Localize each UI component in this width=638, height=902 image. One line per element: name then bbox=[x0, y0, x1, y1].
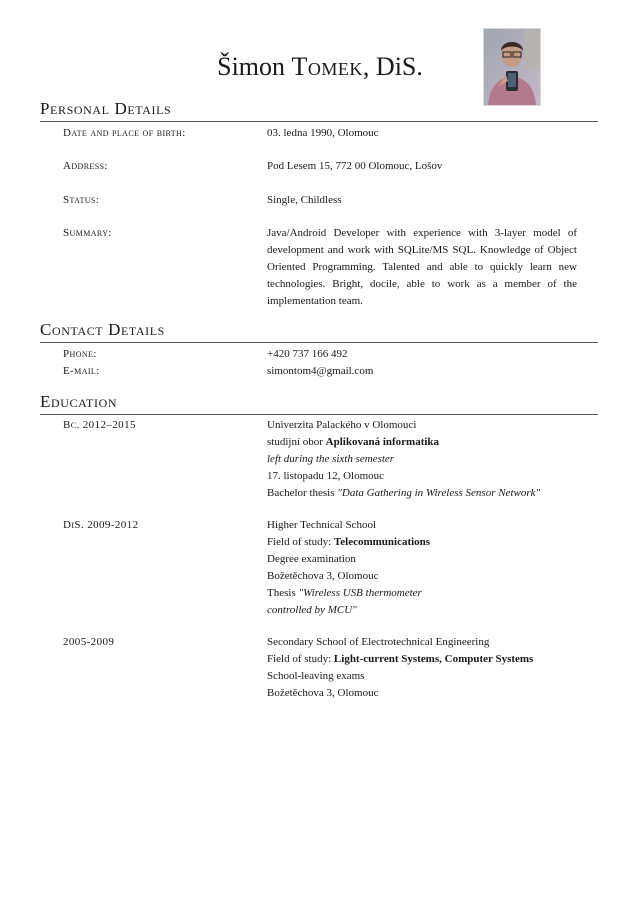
edu-dis-school: Higher Technical School bbox=[267, 519, 376, 531]
value-summary: Java/Android Developer with experience with 3-layer model of development and work with SQLite/MS SQL. Knowledge of Object Oriented Programming. Talented and able to quickly learn new technologies. Bright, docile, able to work as a member of the implementation team. bbox=[267, 227, 577, 307]
value-phone: +420 737 166 492 bbox=[267, 348, 348, 360]
edu-bc-school: Univerzita Palackého v Olomouci bbox=[267, 419, 417, 431]
edu-bc-field-prefix: studijní obor bbox=[267, 436, 326, 448]
label-phone: Phone: bbox=[63, 348, 97, 360]
edu-bc-field-line bbox=[267, 434, 577, 451]
edu-ss-field-line bbox=[267, 651, 577, 668]
edu-bc-address: 17. listopadu 12, Olomouc bbox=[267, 470, 385, 482]
edu-dis-thesis-line-2 bbox=[267, 602, 577, 619]
edu-ss-details bbox=[267, 634, 577, 702]
section-personal-details bbox=[40, 99, 598, 319]
value-birth: 03. ledna 1990, Olomouc bbox=[267, 127, 379, 139]
section-title-contact: Contact Details bbox=[40, 320, 598, 343]
edu-bc-label: Bc. 2012–2015 bbox=[63, 419, 136, 431]
edu-ss-field: Light-current Systems, Computer Systems bbox=[333, 653, 534, 665]
portrait-image bbox=[484, 29, 540, 105]
edu-dis-thesis-line bbox=[267, 585, 577, 602]
edu-bc-thesis: "Data Gathering in Wireless Sensor Network" bbox=[337, 487, 541, 499]
section-education bbox=[40, 392, 598, 712]
edu-entry-dis bbox=[63, 517, 598, 619]
edu-dis-address: Božetěchova 3, Olomouc bbox=[267, 570, 379, 582]
label-summary: Summary: bbox=[63, 227, 112, 239]
edu-entry-bc bbox=[63, 417, 598, 517]
edu-dis-field: Telecommunications bbox=[333, 536, 431, 548]
label-email: E-mail: bbox=[63, 365, 100, 377]
section-contact-details bbox=[40, 320, 598, 390]
edu-dis-thesis-prefix: Thesis bbox=[267, 587, 299, 599]
edu-dis-exam: Degree examination bbox=[267, 553, 356, 565]
edu-bc-note-text: left during the sixth semester bbox=[267, 453, 395, 465]
label-address: Address: bbox=[63, 160, 108, 172]
edu-dis-label: DiS. 2009-2012 bbox=[63, 519, 139, 531]
edu-ss-exam: School-leaving exams bbox=[267, 670, 365, 682]
portrait-photo bbox=[483, 28, 541, 106]
edu-bc-details bbox=[267, 417, 577, 502]
edu-dis-field-prefix: Field of study: bbox=[267, 536, 334, 548]
value-email[interactable]: simontom4@gmail.com bbox=[267, 365, 374, 377]
edu-entry-ss bbox=[63, 634, 598, 704]
section-title-personal: Personal Details bbox=[40, 99, 598, 122]
edu-dis-thesis-1: "Wireless USB thermometer bbox=[298, 587, 422, 599]
edu-bc-note bbox=[267, 451, 577, 468]
edu-dis-details bbox=[267, 517, 577, 619]
edu-bc-field: Aplikovaná informatika bbox=[325, 436, 440, 448]
section-title-education: Education bbox=[40, 392, 598, 415]
name-surname: Tomek bbox=[291, 52, 363, 81]
edu-ss-school: Secondary School of Electrotechnical Engineering bbox=[267, 636, 490, 648]
label-birth: Date and place of birth: bbox=[63, 127, 186, 139]
value-address: Pod Lesem 15, 772 00 Olomouc, Lošov bbox=[267, 160, 443, 172]
edu-dis-field-line bbox=[267, 534, 577, 551]
name-suffix: , DiS. bbox=[362, 52, 423, 81]
cv-name bbox=[150, 50, 490, 84]
value-status: Single, Childless bbox=[267, 194, 342, 206]
label-status: Status: bbox=[63, 194, 100, 206]
name-first: Šimon bbox=[217, 52, 292, 81]
edu-bc-thesis-prefix: Bachelor thesis bbox=[267, 487, 338, 499]
edu-bc-thesis-line bbox=[267, 485, 577, 502]
edu-ss-address: Božetěchova 3, Olomouc bbox=[267, 687, 379, 699]
edu-dis-thesis-2: controlled by MCU" bbox=[267, 604, 357, 616]
edu-ss-label: 2005-2009 bbox=[63, 636, 115, 648]
edu-ss-field-prefix: Field of study: bbox=[267, 653, 334, 665]
